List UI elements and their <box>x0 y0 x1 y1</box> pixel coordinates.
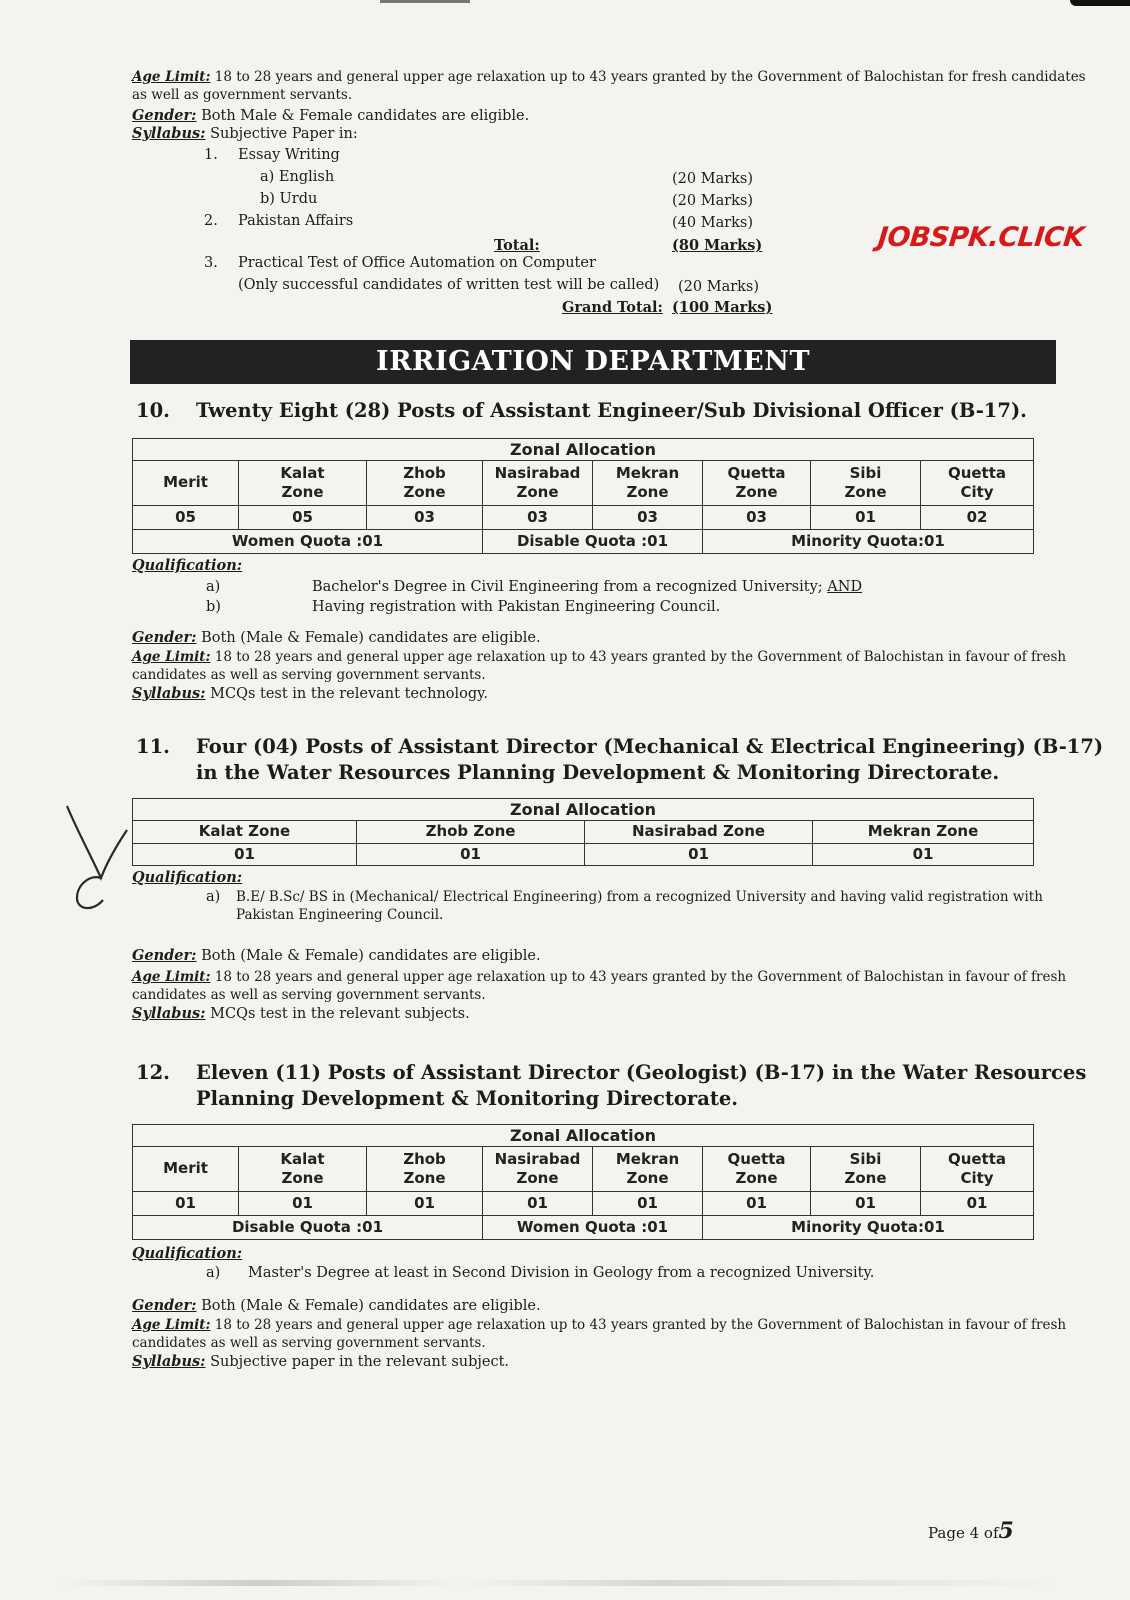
post-12-heading: 12. Eleven (11) Posts of Assistant Director (Geologist) (B-17) in the Water Resources <box>136 1061 1087 1084</box>
age-limit-line-2: as well as government servants. <box>132 87 353 103</box>
zone-header: Nasirabad Zone <box>585 821 813 843</box>
zone-value: 03 <box>593 505 703 529</box>
zone-header: Kalat Zone <box>239 461 367 505</box>
post-12-heading-2: Planning Development & Monitoring Directorate. <box>196 1087 739 1110</box>
corner-mark <box>1070 0 1130 6</box>
department-banner: IRRIGATION DEPARTMENT <box>130 340 1056 384</box>
zone-header: Quetta Zone <box>703 1147 811 1191</box>
post-11-qual-a-label: a) <box>206 889 221 905</box>
post-10-qualification-label: Qualification: <box>132 557 243 574</box>
syllabus-item-1b: b) Urdu <box>260 191 318 207</box>
post-10-qual-a-label: a) <box>206 579 221 595</box>
zone-value: 01 <box>593 1191 703 1215</box>
merit-header: Merit <box>133 1147 239 1191</box>
zone-value: 03 <box>483 505 593 529</box>
syllabus-text: Subjective Paper in: <box>210 126 358 142</box>
post-11-heading: 11. Four (04) Posts of Assistant Director (Mechanical & Electrical Engineering) (B-17) <box>136 735 1104 758</box>
syllabus-item-3-label: Practical Test of Office Automation on Computer <box>238 255 596 271</box>
post-11-age: Age Limit: 18 to 28 years and general upper age relaxation up to 43 years granted by the Government of Balochistan in favour of fresh <box>132 969 1067 985</box>
post-12-qualification-label: Qualification: <box>132 1245 243 1262</box>
post-12-zone-table <box>132 1124 1034 1240</box>
post-12-syllabus: Syllabus: Subjective paper in the relevant subject. <box>132 1353 510 1370</box>
merit-value: 01 <box>133 1191 239 1215</box>
post-10-number: 10. <box>136 399 170 422</box>
syllabus-item-1a-marks: (20 Marks) <box>672 171 754 187</box>
merit-header: Merit <box>133 461 239 505</box>
zone-header: Mekran Zone <box>593 461 703 505</box>
zone-value: 05 <box>239 505 367 529</box>
women-quota: Women Quota :01 <box>133 529 483 553</box>
top-scan-strip <box>380 0 470 3</box>
post-10-gender: Gender: Both (Male & Female) candidates are eligible. <box>132 629 541 646</box>
total-marks: (80 Marks) <box>672 237 763 254</box>
syllabus-item-1b-marks: (20 Marks) <box>672 193 754 209</box>
grand-total-marks: (100 Marks) <box>672 299 773 316</box>
post-11-gender: Gender: Both (Male & Female) candidates are eligible. <box>132 947 541 964</box>
syllabus-item-1-label: Essay Writing <box>238 147 340 163</box>
post-10-qual-a: Bachelor's Degree in Civil Engineering from a recognized University; AND <box>312 579 863 595</box>
page-total: 5 <box>998 1518 1014 1544</box>
zone-header: Quetta Zone <box>703 461 811 505</box>
zone-value: 01 <box>133 843 357 865</box>
total-label: Total: <box>494 237 540 254</box>
post-10-age: Age Limit: 18 to 28 years and general upper age relaxation up to 43 years granted by the Government of Balochistan in favour of fresh <box>132 649 1067 665</box>
gender-text: Both Male & Female candidates are eligible. <box>201 108 530 124</box>
zone-header: Kalat Zone <box>239 1147 367 1191</box>
zone-header: Zhob Zone <box>357 821 585 843</box>
syllabus-item-2-label: Pakistan Affairs <box>238 213 354 229</box>
zone-table-caption: Zonal Allocation <box>133 799 1034 821</box>
disable-quota: Disable Quota :01 <box>483 529 703 553</box>
zone-value: 01 <box>811 505 921 529</box>
zone-header: Quetta City <box>921 461 1034 505</box>
zone-value: 02 <box>921 505 1034 529</box>
syllabus-item-2-num: 2. <box>204 213 218 229</box>
syllabus-item-2-marks: (40 Marks) <box>672 215 754 231</box>
scan-noise <box>60 1580 1060 1586</box>
post-12-age: Age Limit: 18 to 28 years and general upper age relaxation up to 43 years granted by the Government of Balochistan in favour of fresh <box>132 1317 1067 1333</box>
post-12-qual-a-label: a) <box>206 1265 221 1281</box>
minority-quota: Minority Quota:01 <box>703 1215 1034 1239</box>
zone-value: 01 <box>703 1191 811 1215</box>
post-11-syllabus: Syllabus: MCQs test in the relevant subjects. <box>132 1005 470 1022</box>
post-10-zone-table <box>132 438 1034 554</box>
zone-value: 01 <box>367 1191 483 1215</box>
zone-header: Sibi Zone <box>811 461 921 505</box>
grand-total-label: Grand Total: <box>562 299 663 316</box>
zone-value: 01 <box>921 1191 1034 1215</box>
zone-header: Quetta City <box>921 1147 1034 1191</box>
zone-table-caption: Zonal Allocation <box>133 1125 1034 1147</box>
zone-header: Zhob Zone <box>367 461 483 505</box>
post-11-qual-a: B.E/ B.Sc/ BS in (Mechanical/ Electrical Engineering) from a recognized University and having valid registration with <box>236 889 1043 905</box>
post-11-age-2: candidates as well as serving government servants. <box>132 987 486 1003</box>
syllabus-label: Syllabus: <box>132 125 206 142</box>
syllabus-item-1a: a) English <box>260 169 335 185</box>
post-10-age-2: candidates as well as serving government servants. <box>132 667 486 683</box>
handwritten-tick-mark <box>55 800 135 920</box>
syllabus-item-3-marks: (20 Marks) <box>678 279 760 295</box>
post-11-qual-a-2: Pakistan Engineering Council. <box>236 907 444 923</box>
zone-value: 01 <box>811 1191 921 1215</box>
post-10-heading <box>136 398 1027 423</box>
zone-header: Nasirabad Zone <box>483 1147 593 1191</box>
zone-header: Mekran Zone <box>593 1147 703 1191</box>
post-12-age-2: candidates as well as serving government servants. <box>132 1335 486 1351</box>
post-10-syllabus: Syllabus: MCQs test in the relevant technology. <box>132 685 489 702</box>
zone-value: 03 <box>367 505 483 529</box>
post-10-title: Twenty Eight (28) Posts of Assistant Engineer/Sub Divisional Officer (B-17). <box>196 399 1027 422</box>
post-11-qualification-label: Qualification: <box>132 869 243 886</box>
age-limit-label: Age Limit: <box>132 69 211 85</box>
zone-value: 01 <box>585 843 813 865</box>
minority-quota: Minority Quota:01 <box>703 529 1034 553</box>
merit-value: 05 <box>133 505 239 529</box>
zone-header: Nasirabad Zone <box>483 461 593 505</box>
post-11-zone-table <box>132 798 1034 866</box>
post-10-qual-b: Having registration with Pakistan Engineering Council. <box>312 599 721 615</box>
zone-value: 01 <box>813 843 1034 865</box>
page-number <box>928 1518 1014 1544</box>
post-12-qual-a: Master's Degree at least in Second Division in Geology from a recognized University. <box>248 1265 875 1281</box>
gender-label: Gender: <box>132 107 197 124</box>
age-limit-text: 18 to 28 years and general upper age relaxation up to 43 years granted by the Government of Balochistan for fresh candidates <box>214 69 1086 85</box>
post-11-heading-2: in the Water Resources Planning Development & Monitoring Directorate. <box>196 761 1000 784</box>
jobspk-watermark: JOBSPK.CLICK <box>876 222 1086 253</box>
zone-value: 01 <box>483 1191 593 1215</box>
post-12-gender: Gender: Both (Male & Female) candidates are eligible. <box>132 1297 541 1314</box>
page-number-label: Page 4 of <box>928 1524 999 1542</box>
women-quota: Women Quota :01 <box>483 1215 703 1239</box>
zone-value: 01 <box>357 843 585 865</box>
syllabus-item-1-num: 1. <box>204 147 218 163</box>
post-10-qual-b-label: b) <box>206 599 221 615</box>
age-limit-line <box>132 68 1086 87</box>
zone-table-caption: Zonal Allocation <box>133 439 1034 461</box>
zone-value: 03 <box>703 505 811 529</box>
gender-line <box>132 106 529 126</box>
zone-header: Zhob Zone <box>367 1147 483 1191</box>
zone-header: Sibi Zone <box>811 1147 921 1191</box>
zone-value: 01 <box>239 1191 367 1215</box>
syllabus-item-3-note: (Only successful candidates of written test will be called) <box>238 277 660 293</box>
disable-quota: Disable Quota :01 <box>133 1215 483 1239</box>
zone-header: Kalat Zone <box>133 821 357 843</box>
syllabus-item-3-num: 3. <box>204 255 218 271</box>
syllabus-line <box>132 124 358 144</box>
zone-header: Mekran Zone <box>813 821 1034 843</box>
